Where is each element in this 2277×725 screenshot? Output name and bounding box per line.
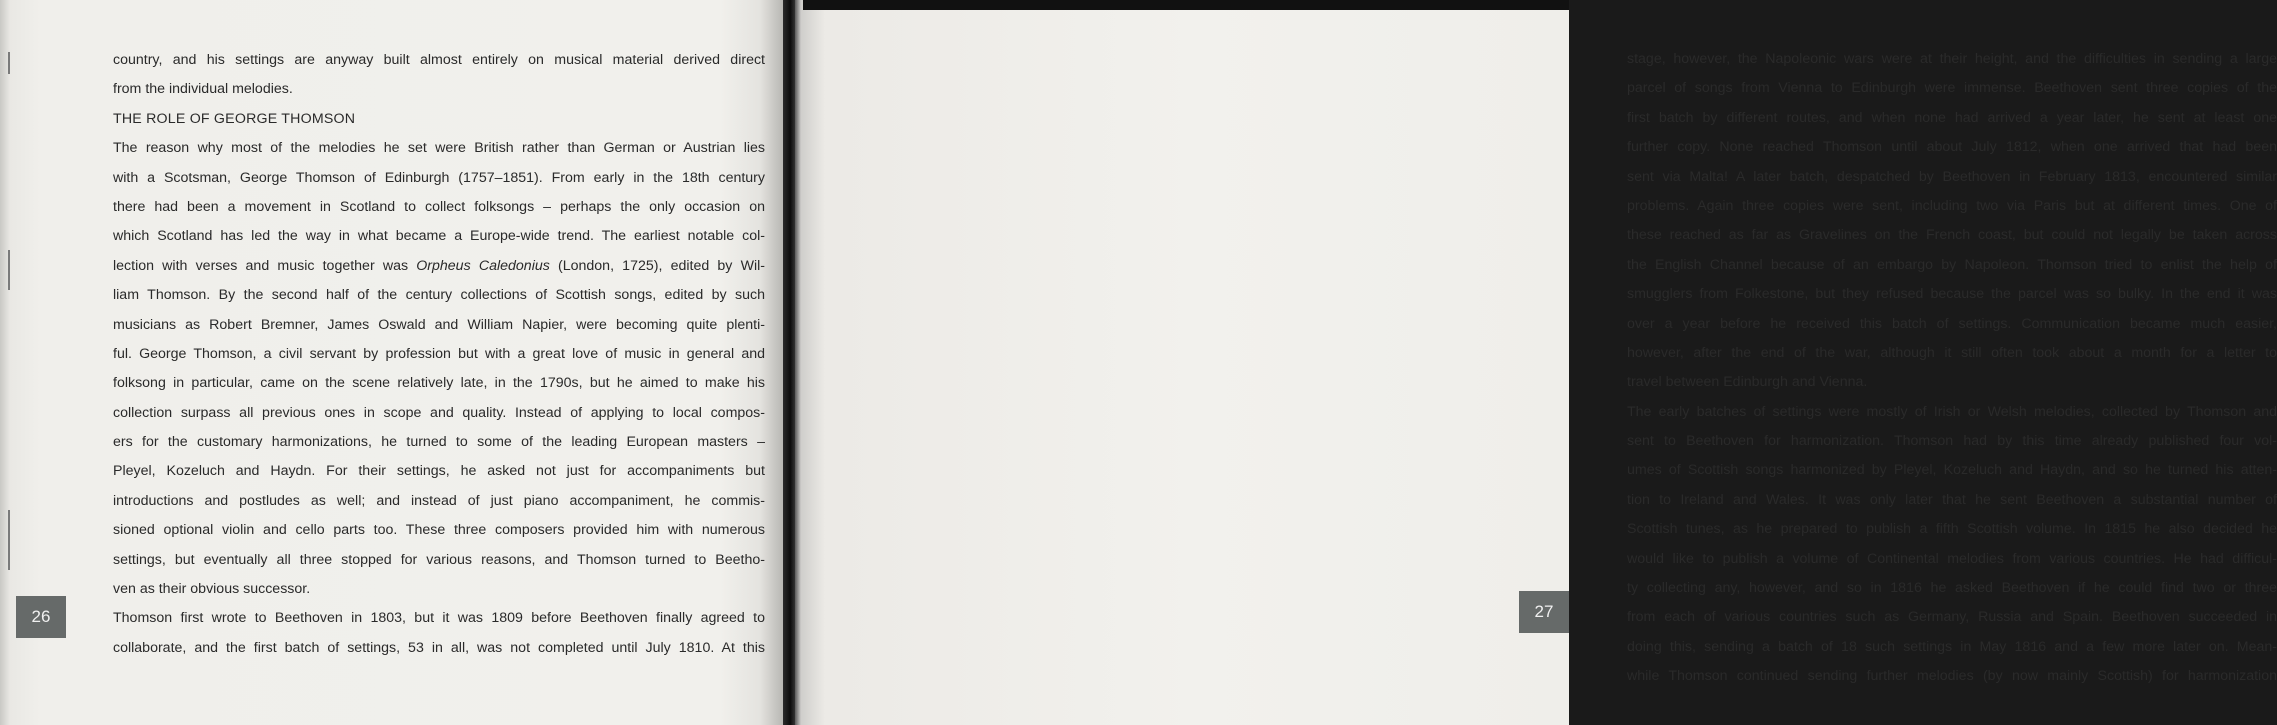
right-page-body-text <box>1627 45 2277 692</box>
text-fragment: lection with verses and music together was <box>113 257 417 274</box>
text-line: from the individual melodies. <box>113 81 293 98</box>
text-line: settings, but eventually all three stopped for various reasons, and Thomson turned to Beetho- <box>113 551 765 568</box>
text-line: further copy. None reached Thomson until about July 1812, when one arrived that had been <box>1627 139 2277 156</box>
page-edge-mark <box>8 510 10 570</box>
page-number: 26 <box>31 607 51 626</box>
page-number: 27 <box>1534 602 1554 621</box>
page-edge-mark <box>8 250 10 290</box>
text-line: Pleyel, Kozeluch and Haydn. For their settings, he asked not just for accompaniments but <box>113 463 765 480</box>
text-fragment: (London, 1725), edited by Wil- <box>549 257 765 274</box>
text-line: Scottish tunes, as he prepared to publish a fifth Scottish volume. In 1815 he also decided he <box>1627 521 2277 538</box>
book-spine <box>783 0 795 725</box>
left-page <box>0 0 783 725</box>
text-line: from each of various countries such as Germany, Russia and Spain. Beethoven succeeded in <box>1627 609 2277 626</box>
text-line: ful. George Thomson, a civil servant by profession but with a great love of music in general and <box>113 345 765 362</box>
text-line: sent to Beethoven for harmonization. Thomson had by this time already published four vol- <box>1627 433 2277 450</box>
text-line: sioned optional violin and cello parts too. These three composers provided him with numerous <box>113 522 765 539</box>
text-line: doing this, sending a batch of 18 such settings in May 1816 and a few more later on. Mean- <box>1627 638 2277 655</box>
text-line: ers for the customary harmonizations, he turned to some of the leading European masters – <box>113 434 765 451</box>
text-line: umes of Scottish songs harmonized by Pleyel, Kozeluch and Haydn, and so he turned his atten- <box>1627 462 2277 479</box>
right-page <box>795 0 2277 725</box>
text-line: tion to Ireland and Wales. It was only later that he sent Beethoven a substantial number of <box>1627 491 2277 508</box>
text-line: folksong in particular, came on the scene relatively late, in the 1790s, but he aimed to make his <box>113 375 765 392</box>
text-line: which Scotland has led the way in what became a Europe-wide trend. The earliest notable col- <box>113 228 765 245</box>
text-line: first batch by different routes, and when none had arrived a year later, he sent at least one <box>1627 109 2277 126</box>
text-line: collection surpass all previous ones in scope and quality. Instead of applying to local compos- <box>113 404 765 421</box>
text-line: these reached as far as Gravelines on the French coast, but could not legally be taken across <box>1627 227 2277 244</box>
text-line: stage, however, the Napoleonic wars were at their height, and the difficulties in sending a large <box>1627 51 2277 67</box>
text-line: there had been a movement in Scotland to collect folksongs – perhaps the only occasion on <box>113 198 765 215</box>
page-edge-mark <box>8 52 10 74</box>
text-line: introductions and postludes as well; and instead of just piano accompaniment, he commis- <box>113 492 765 509</box>
text-line: smugglers from Folkestone, but they refused because the parcel was so bulky. In the end it was <box>1627 286 2277 303</box>
text-line: however, after the end of the war, although it still often took about a month for a letter to <box>1627 344 2277 361</box>
text-line: over a year before he received this batch of settings. Communication became much easier, <box>1627 315 2277 332</box>
text-line: while Thomson continued sending further melodies (by now mainly Scottish) for harmonization <box>1627 668 2277 685</box>
text-line: sent via Malta! A later batch, despatched by Beethoven in February 1813, encountered similar <box>1627 168 2277 185</box>
scan-edge-shadow <box>803 0 1569 10</box>
text-line: The early batches of settings were mostly of Irish or Welsh melodies, collected by Thomson and <box>1627 403 2277 420</box>
left-page-body-text <box>113 46 765 663</box>
book-title: Orpheus Caledonius <box>416 257 550 274</box>
text-line: would like to publish a volume of Continental melodies from various countries. He had difficul- <box>1627 550 2277 567</box>
text-line <box>113 252 765 281</box>
text-line: problems. Again three copies were sent, including two via Paris but at different times. One of <box>1627 197 2277 214</box>
text-line: musicians as Robert Bremner, James Oswald and William Napier, were becoming quite plenti- <box>113 316 765 333</box>
text-line: the English Channel because of an embargo by Napoleon. Thomson tried to enlist the help of <box>1627 256 2277 273</box>
text-line: ven as their obvious successor. <box>113 581 311 598</box>
text-line: ty collecting any, however, and so in 1816 he asked Beethoven if he could find two or three <box>1627 580 2277 597</box>
text-line: travel between Edinburgh and Vienna. <box>1627 374 1868 391</box>
page-number-tab-left <box>16 596 66 638</box>
text-line: country, and his settings are anyway built almost entirely on musical material derived direct <box>113 52 765 68</box>
text-line: Thomson first wrote to Beethoven in 1803, but it was 1809 before Beethoven finally agreed to <box>113 610 765 627</box>
text-line: parcel of songs from Vienna to Edinburgh were immense. Beethoven sent three copies of the <box>1627 80 2277 97</box>
text-line: with a Scotsman, George Thomson of Edinburgh (1757–1851). From early in the 18th century <box>113 169 765 186</box>
page-number-tab-right <box>1519 591 1569 633</box>
text-line: collaborate, and the first batch of settings, 53 in all, was not completed until July 1810. At this <box>113 639 765 656</box>
text-line: The reason why most of the melodies he set were British rather than German or Austrian lies <box>113 140 765 157</box>
section-heading: THE ROLE OF GEORGE THOMSON <box>113 110 356 127</box>
text-line: liam Thomson. By the second half of the century collections of Scottish songs, edited by such <box>113 287 765 304</box>
